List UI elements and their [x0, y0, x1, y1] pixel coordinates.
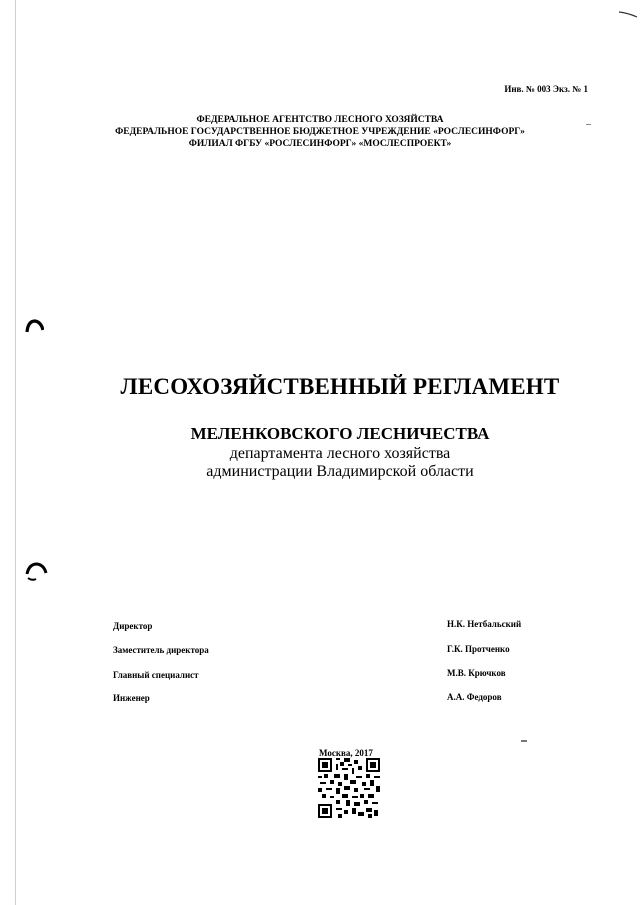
inventory-number: Инв. № 003 Экз. № 1 [504, 84, 588, 94]
forestry-name: МЕЛЕНКОВСКОГО ЛЕСНИЧЕСТВА [190, 424, 490, 443]
page-edge-line [15, 0, 16, 905]
signatory-name: А.А. Федоров [447, 692, 502, 702]
qr-code-icon [318, 758, 380, 818]
agency-name: ФЕДЕРАЛЬНОЕ АГЕНТСТВО ЛЕСНОГО ХОЗЯЙСТВА [196, 115, 444, 125]
signatory-name: Г.К. Протченко [447, 644, 510, 654]
city-year: Москва, 2017 [319, 748, 373, 758]
signatory-name: М.В. Крючков [447, 668, 506, 678]
document-subtitle [40, 423, 640, 481]
organization-header [60, 114, 580, 150]
scan-dash [586, 124, 591, 125]
branch-name: ФИЛИАЛ ФГБУ «РОСЛЕСИНФОРГ» «МОСЛЕСПРОЕКТ» [188, 139, 452, 149]
document-title: ЛЕСОХОЗЯЙСТВЕННЫЙ РЕГЛАМЕНТ [120, 374, 560, 399]
signatory-position: Инженер [113, 693, 150, 703]
signatory-position: Заместитель директора [113, 645, 209, 655]
scan-tick [521, 740, 527, 742]
department-line: департамента лесного хозяйства [229, 445, 451, 462]
signatory-position: Директор [113, 621, 153, 631]
administration-line: администрации Владимирской области [206, 463, 474, 480]
scan-mark-icon [618, 10, 638, 18]
institution-name: ФЕДЕРАЛЬНОЕ ГОСУДАРСТВЕННОЕ БЮДЖЕТНОЕ УЧРЕЖДЕНИЕ «РОСЛЕСИНФОРГ» [115, 127, 525, 137]
signatory-position: Главный специалист [113, 670, 199, 680]
punch-hole-icon [24, 316, 44, 336]
punch-hole-icon [24, 561, 48, 583]
signatory-name: Н.К. Нетбальский [447, 619, 522, 629]
